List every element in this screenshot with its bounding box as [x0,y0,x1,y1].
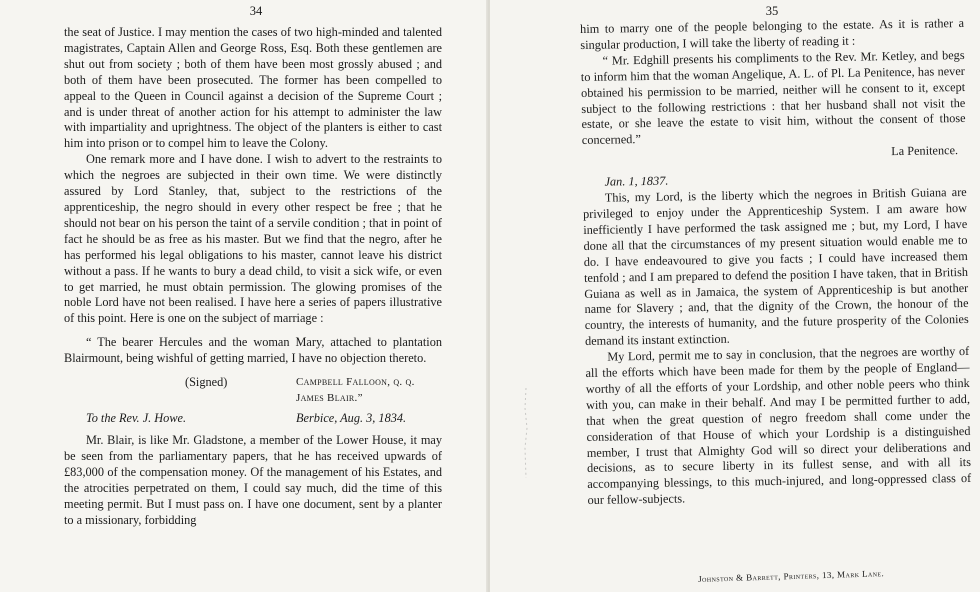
signature-line-2 [64,391,442,407]
quote-signoff: La Penitence. [891,143,959,159]
right-page [490,0,980,592]
scan-artifact [520,388,532,478]
signatory-blair: James Blair.” [296,392,363,405]
left-page-body [64,25,442,528]
addressee: To the Rev. J. Howe. [86,411,187,426]
signatory-falloon: Campbell Falloon, q. q. [296,376,415,389]
right-page-number: 35 [765,4,779,18]
signed-label: (Signed) [185,375,228,390]
right-page-body [580,16,972,509]
left-paragraph-closing: Mr. Blair, is like Mr. Gladstone, a member of the Lower House, it may be seen from the parliamentary papers, that he has received upwards of £83,000 of the compensation money. Of the management of his Estates, and the atrocities perpetrated on them, I could say much, did the time of this meeting permit. But I must pass on. I have one document, sent by a planter to a missionary, forbidding [64,433,442,527]
left-page-number: 34 [249,4,263,18]
dateline [64,411,442,427]
left-paragraph-2: One remark more and I have done. I wish to advert to the restraints to which the negroes are subjected in their own time. We were distinctly assured by Lord Stanley, that, subject to the restrictions of the apprenticeship, the negro should in every other respect be free ; that he should not bear on his person the taint of a servile condition ; that in point of fact he should be as free as his master. But we find that the negro, after he has performed his legal obligations to his master, cannot leave his district without a pass. If he wants to bury a dead child, to visit a sick wife, or even to get married, he must obtain permission. The glowing promises of the noble Lord have not been realised. I have here a series of papers illustrative of this point. Here is one on the subject of marriage : [64,152,442,326]
right-opening: him to marry one of the people belonging to the estate. As it is rather a singular production, I will take the liberty of reading it : [580,15,965,52]
left-paragraph-1: the seat of Justice. I may mention the cases of two high-minded and talented magistrates, Captain Allen and George Ross, Esq. Both these gentlemen are shut out from society ; both of them have been most grossly abused ; and both of them have been prosecuted. The former has been compelled to appeal to the Queen in Council against a decision of the Supreme Court ; and is under threat of another action for his attempt to administer the law with impartiality and uprightness. The object of the planters is either to cast him into prison or to compel him to leave the Colony. [64,25,442,151]
signature-line [64,375,442,391]
letter-date: Jan. 1, 1837. [604,173,669,189]
left-page [0,0,488,592]
place-date: Berbice, Aug. 3, 1834. [296,411,407,426]
printer-imprint: Johnston & Barrett, Printers, 13, Mark Lane. [698,568,885,584]
edghill-quote: “ Mr. Edghill presents his compliments to the Rev. Mr. Ketley, and begs to inform him that the woman Angelique, A. L. of Pl. La Penitence, has never obtained his permission to be married, neither will he consent to it, except subject to the following restrictions : that her husband shall not visit the estate, or she leave the estate to visit him, without the consent of those concerned.” [580,47,966,148]
marriage-note-quote: “ The bearer Hercules and the woman Mary, attached to plantation Blairmount, being wishful of getting married, I have no objection thereto. [64,335,442,366]
right-paragraph-1: This, my Lord, is the liberty which the negroes in British Guiana are privileged to enjoy under the Apprenticeship System. I am aware how inefficiently I have performed the task assigned me ; but, my Lord, I have done all that the circumstances of my present situation would enable me to do. I have endeavoured to give you facts ; I could have increased them tenfold ; and I am prepared to defend the position I have taken, that in British Guiana as well as in Jamaica, the system of Apprenticeship is but another name for Slavery ; and, that the dignity of the Crown, the honour of the country, the interests of humanity, and the future prosperity of the Colonies demand its instant extinction. [582,185,969,349]
right-paragraph-2: My Lord, permit me to say in conclusion, that the negroes are worthy of all the efforts which have been made for them by the people of England—worthy of all the efforts of your Lordship, and other noble peers who think with you, can make in their behalf. And may I be permitted further to add, that when the great question of negro freedom shall come under the consideration of that House of which your Lordship is a distinguished member, I trust that Almighty God will so direct your deliberations and decisions, as to secure liberty in its fullest sense, and with all its accompanying blessings, to this much-injured, and long-oppressed class of our fellow-subjects. [585,344,972,508]
